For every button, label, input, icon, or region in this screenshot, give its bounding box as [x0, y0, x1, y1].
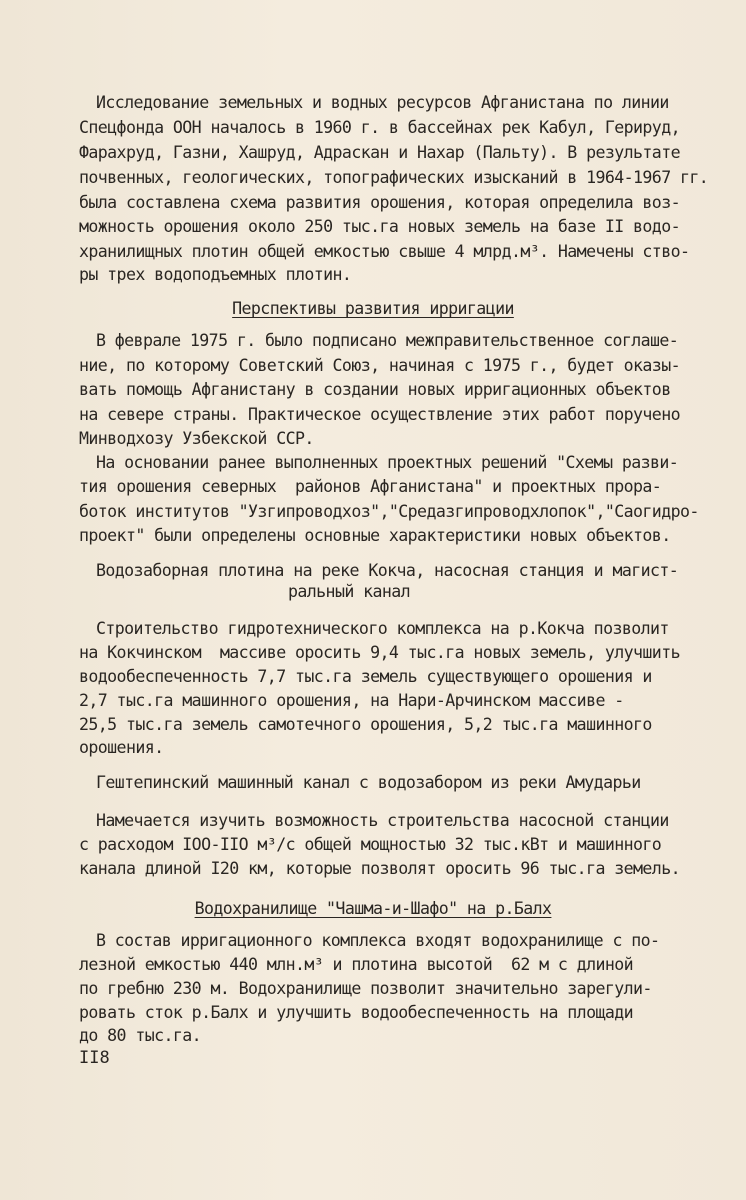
text-line: Намечается изучить возможность строительства насосной станции [96, 811, 669, 830]
text-line: Исследование земельных и водных ресурсов Афганистана по линии [96, 93, 669, 112]
text-line: 2,7 тыс.га машинного орошения, на Нари-Арчинском массиве - [79, 691, 624, 710]
text-line: на Кокчинском массиве оросить 9,4 тыс.га новых земель, улучшить [79, 643, 680, 662]
section-heading: ральный канал [288, 582, 411, 601]
text-line: Минводхозу Узбекской ССР. [79, 429, 314, 448]
text-line: ры трех водоподъемных плотин. [79, 265, 352, 284]
text-line: тия орошения северных районов Афганистана" и проектных прора- [79, 477, 662, 496]
text-line: лезной емкостью 440 млн.м³ и плотина высотой 62 м с длиной [79, 955, 634, 974]
text-line: орошения. [79, 738, 164, 757]
text-line: на севере страны. Практическое осуществление этих работ поручено [79, 405, 680, 424]
page-number: II8 [79, 1048, 110, 1068]
text-line: проект" были определены основные характеристики новых объектов. [79, 526, 671, 545]
section-heading: Водохранилище "Чашма-и-Шафо" на р.Балх [194, 899, 552, 918]
text-line: боток институтов "Узгипроводхоз","Средазгипроводхлопок","Саогидро- [79, 502, 699, 521]
text-line: В состав ирригационного комплекса входят водохранилище с по- [96, 931, 660, 950]
text-line: хранилищных плотин общей емкостью свыше 4 млрд.м³. Намечены ство- [79, 242, 690, 261]
text-line: вать помощь Афганистану в создании новых ирригационных объектов [79, 380, 671, 399]
text-line: почвенных, геологических, топографических изысканий в 1964-1967 гг. [79, 168, 709, 187]
section-heading: Перспективы развития ирригации [232, 299, 514, 318]
text-line: была составлена схема развития орошения, которая определила воз- [79, 193, 680, 212]
text-line: На основании ранее выполненных проектных решений "Схемы разви- [96, 453, 679, 472]
text-line: канала длиной I20 км, которые позволят оросить 96 тыс.га земель. [79, 859, 680, 878]
text-line: Спецфонда ООН началось в 1960 г. в бассейнах рек Кабул, Герируд, [79, 118, 680, 137]
text-line: водообеспеченность 7,7 тыс.га земель существующего орошения и [79, 667, 652, 686]
text-line: до 80 тыс.га. [79, 1026, 202, 1045]
text-line: ние, по которому Советский Союз, начиная с 1975 г., будет оказы- [79, 356, 680, 375]
text-line: Строительство гидротехнического комплекса на р.Кокча позволит [96, 619, 669, 638]
text-line: В феврале 1975 г. было подписано межправительственное соглаше- [96, 331, 679, 350]
section-heading: Водозаборная плотина на реке Кокча, насосная станция и магист- [96, 561, 679, 580]
text-line: Фарахруд, Газни, Хашруд, Адраскан и Нахар (Пальту). В результате [79, 143, 680, 162]
text-line: по гребню 230 м. Водохранилище позволит значительно зарегули- [79, 979, 652, 998]
text-line: можность орошения около 250 тыс.га новых земель на базе II водо- [79, 217, 680, 236]
text-line: 25,5 тыс.га земель самотечного орошения, 5,2 тыс.га машинного [79, 715, 652, 734]
section-heading: Гештепинский машинный канал с водозабором из реки Амударьи [96, 773, 641, 792]
text-line: с расходом IOO-IIO м³/с общей мощностью 32 тыс.кВт и машинного [79, 835, 662, 854]
text-line: ровать сток р.Балх и улучшить водообеспеченность на площади [79, 1003, 634, 1022]
